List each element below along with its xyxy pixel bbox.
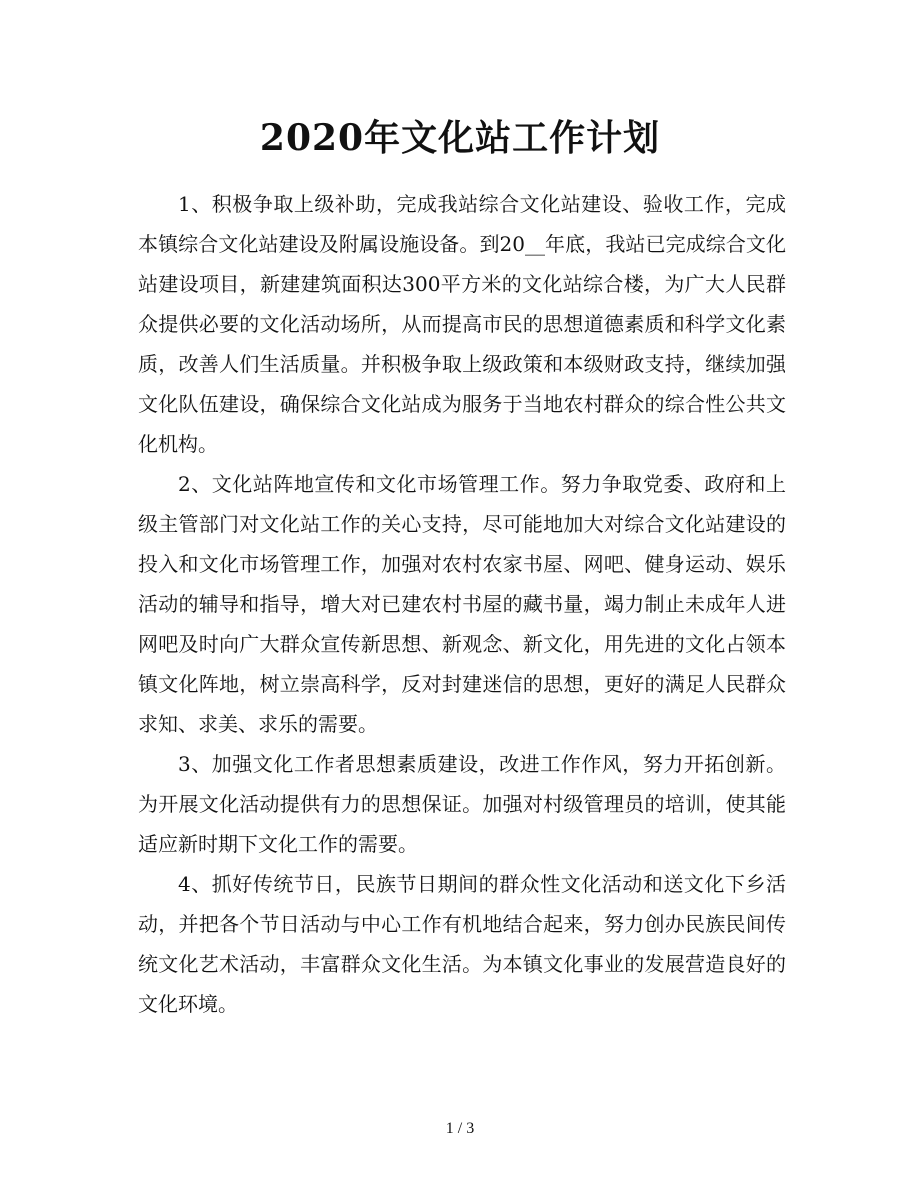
- page-number: 1 / 3: [445, 1120, 475, 1137]
- document-body: [138, 184, 786, 1024]
- document-title: 2020年文化站工作计划: [259, 117, 661, 159]
- paragraph-1: 1、积极争取上级补助，完成我站综合文化站建设、验收工作，完成本镇综合文化站建设及附属设施设备。到20__年底，我站已完成综合文化站建设项目，新建建筑面积达300平方米的文化站综合楼，为广大人民群众提供必要的文化活动场所，从而提高市民的思想道德素质和科学文化素质，改善人们生活质量。并积极争取上级政策和本级财政支持，继续加强文化队伍建设，确保综合文化站成为服务于当地农村群众的综合性公共文化机构。: [138, 192, 786, 456]
- paragraph-3: 3、加强文化工作者思想素质建设，改进工作作风，努力开拓创新。为开展文化活动提供有力的思想保证。加强对村级管理员的培训，使其能适应新时期下文化工作的需要。: [138, 752, 786, 856]
- paragraph-4: 4、抓好传统节日，民族节日期间的群众性文化活动和送文化下乡活动，并把各个节日活动与中心工作有机地结合起来，努力创办民族民间传统文化艺术活动，丰富群众文化生活。为本镇文化事业的发展营造良好的文化环境。: [138, 872, 786, 1016]
- paragraph-2: 2、文化站阵地宣传和文化市场管理工作。努力争取党委、政府和上级主管部门对文化站工作的关心支持，尽可能地加大对综合文化站建设的投入和文化市场管理工作，加强对农村农家书屋、网吧、健身运动、娱乐活动的辅导和指导，增大对已建农村书屋的藏书量，竭力制止未成年人进网吧及时向广大群众宣传新思想、新观念、新文化，用先进的文化占领本镇文化阵地，树立崇高科学，反对封建迷信的思想，更好的满足人民群众求知、求美、求乐的需要。: [138, 472, 786, 736]
